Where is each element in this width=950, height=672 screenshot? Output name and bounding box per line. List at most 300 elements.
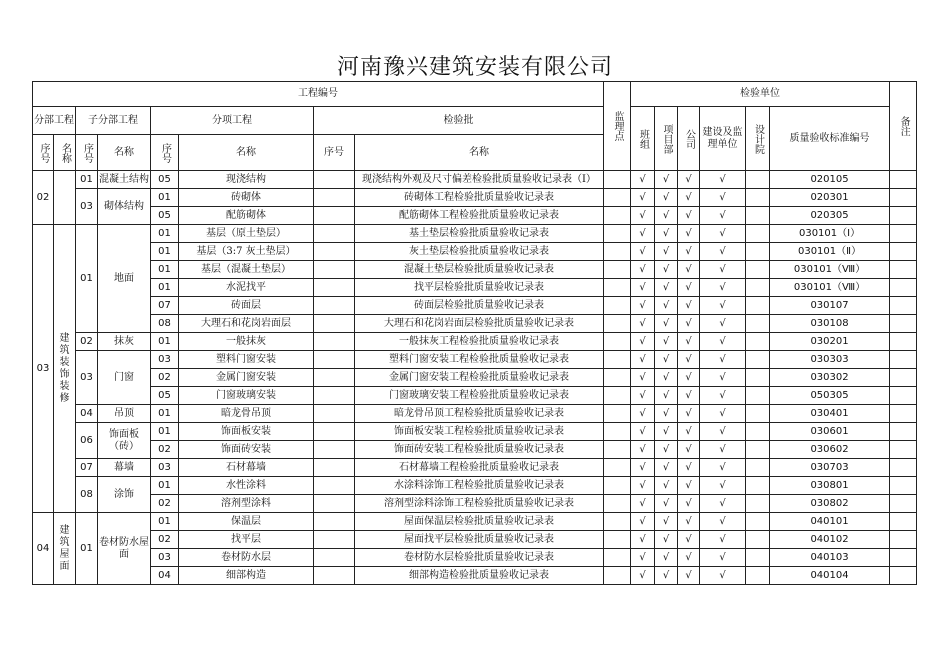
- supervision-point: [604, 441, 631, 459]
- subdivision-name: 地面: [98, 225, 151, 333]
- supervision-point: [604, 459, 631, 477]
- item-name: 找平层: [179, 531, 314, 549]
- check-team: √: [631, 441, 655, 459]
- item-name: 配筋砌体: [179, 207, 314, 225]
- item-seq: 02: [151, 531, 179, 549]
- batch-seq: [314, 189, 355, 207]
- design-institute-cell: [746, 387, 770, 405]
- standard-code: 030101（Ⅷ）: [770, 261, 890, 279]
- item-name: 水泥找平: [179, 279, 314, 297]
- division-name: 建筑装饰装修: [54, 225, 76, 513]
- batch-name: 灰土垫层检验批质量验收记录表: [355, 243, 604, 261]
- item-seq: 02: [151, 441, 179, 459]
- item-seq: 01: [151, 243, 179, 261]
- header-batch-seq: 序号: [314, 135, 355, 171]
- item-name: 溶剂型涂料: [179, 495, 314, 513]
- table-row: [33, 171, 917, 189]
- check-project-dept: √: [655, 189, 678, 207]
- check-owner-supervisor: √: [700, 477, 746, 495]
- table-row: [33, 387, 917, 405]
- batch-name: 石材幕墙工程检验批质量验收记录表: [355, 459, 604, 477]
- design-institute-cell: [746, 207, 770, 225]
- subdivision-name: 门窗: [98, 351, 151, 405]
- check-company: √: [678, 171, 700, 189]
- supervision-point: [604, 351, 631, 369]
- batch-seq: [314, 549, 355, 567]
- item-name: 门窗玻璃安装: [179, 387, 314, 405]
- item-seq: 01: [151, 513, 179, 531]
- batch-name: 塑料门窗安装工程检验批质量验收记录表: [355, 351, 604, 369]
- check-team: √: [631, 423, 655, 441]
- table-body: [33, 171, 917, 585]
- table-header: [33, 82, 917, 171]
- check-company: √: [678, 261, 700, 279]
- item-name: 暗龙骨吊顶: [179, 405, 314, 423]
- subdivision-name: 砌体结构: [98, 189, 151, 225]
- check-owner-supervisor: √: [700, 297, 746, 315]
- check-company: √: [678, 405, 700, 423]
- table-row: [33, 567, 917, 585]
- table-row: [33, 207, 917, 225]
- check-owner-supervisor: √: [700, 549, 746, 567]
- remarks-cell: [890, 549, 917, 567]
- remarks-cell: [890, 459, 917, 477]
- check-project-dept: √: [655, 297, 678, 315]
- check-team: √: [631, 531, 655, 549]
- item-name: 保温层: [179, 513, 314, 531]
- supervision-point: [604, 279, 631, 297]
- item-seq: 01: [151, 423, 179, 441]
- subdivision-seq: 04: [76, 405, 98, 423]
- supervision-point: [604, 531, 631, 549]
- batch-name: 饰面板安装工程检验批质量验收记录表: [355, 423, 604, 441]
- check-owner-supervisor: √: [700, 243, 746, 261]
- standard-code: 030201: [770, 333, 890, 351]
- check-project-dept: √: [655, 441, 678, 459]
- division-seq: 02: [33, 171, 54, 225]
- standard-code: 030302: [770, 369, 890, 387]
- table-row: [33, 549, 917, 567]
- item-name: 石材幕墙: [179, 459, 314, 477]
- check-company: √: [678, 351, 700, 369]
- check-project-dept: √: [655, 333, 678, 351]
- subdivision-name: 饰面板（砖）: [98, 423, 151, 459]
- check-company: √: [678, 495, 700, 513]
- design-institute-cell: [746, 423, 770, 441]
- check-owner-supervisor: √: [700, 531, 746, 549]
- design-institute-cell: [746, 495, 770, 513]
- table-row: [33, 225, 917, 243]
- design-institute-cell: [746, 405, 770, 423]
- batch-seq: [314, 279, 355, 297]
- item-seq: 02: [151, 495, 179, 513]
- batch-seq: [314, 207, 355, 225]
- standard-code: 040101: [770, 513, 890, 531]
- batch-name: 卷材防水层检验批质量验收记录表: [355, 549, 604, 567]
- supervision-point: [604, 261, 631, 279]
- table-row: [33, 495, 917, 513]
- table-row: [33, 477, 917, 495]
- batch-name: 砖面层检验批质量验收记录表: [355, 297, 604, 315]
- batch-seq: [314, 351, 355, 369]
- batch-seq: [314, 387, 355, 405]
- check-project-dept: √: [655, 225, 678, 243]
- item-seq: 02: [151, 369, 179, 387]
- check-project-dept: √: [655, 243, 678, 261]
- check-project-dept: √: [655, 315, 678, 333]
- remarks-cell: [890, 513, 917, 531]
- check-team: √: [631, 333, 655, 351]
- standard-code: 030602: [770, 441, 890, 459]
- batch-seq: [314, 477, 355, 495]
- header-standard-no: 质量验收标准编号: [770, 107, 890, 171]
- check-team: √: [631, 477, 655, 495]
- check-project-dept: √: [655, 567, 678, 585]
- item-seq: 05: [151, 171, 179, 189]
- check-owner-supervisor: √: [700, 225, 746, 243]
- check-owner-supervisor: √: [700, 351, 746, 369]
- check-team: √: [631, 297, 655, 315]
- remarks-cell: [890, 297, 917, 315]
- subdivision-name: 卷材防水屋面: [98, 513, 151, 585]
- check-owner-supervisor: √: [700, 333, 746, 351]
- subdivision-name: 抹灰: [98, 333, 151, 351]
- item-seq: 01: [151, 261, 179, 279]
- check-owner-supervisor: √: [700, 441, 746, 459]
- subdivision-seq: 02: [76, 333, 98, 351]
- standard-code: 030108: [770, 315, 890, 333]
- table-row: [33, 351, 917, 369]
- item-name: 大理石和花岗岩面层: [179, 315, 314, 333]
- division-name: [54, 171, 76, 225]
- standard-code: 020305: [770, 207, 890, 225]
- remarks-cell: [890, 315, 917, 333]
- item-seq: 03: [151, 459, 179, 477]
- check-company: √: [678, 189, 700, 207]
- item-seq: 08: [151, 315, 179, 333]
- item-name: 砖面层: [179, 297, 314, 315]
- check-team: √: [631, 225, 655, 243]
- batch-seq: [314, 333, 355, 351]
- table-row: [33, 459, 917, 477]
- check-team: √: [631, 189, 655, 207]
- supervision-point: [604, 405, 631, 423]
- supervision-point: [604, 297, 631, 315]
- check-company: √: [678, 477, 700, 495]
- supervision-point: [604, 171, 631, 189]
- batch-name: 基土垫层检验批质量验收记录表: [355, 225, 604, 243]
- batch-name: 饰面砖安装工程检验批质量验收记录表: [355, 441, 604, 459]
- batch-seq: [314, 405, 355, 423]
- check-project-dept: √: [655, 405, 678, 423]
- check-team: √: [631, 513, 655, 531]
- remarks-cell: [890, 369, 917, 387]
- standard-code: 030101（Ⅱ）: [770, 243, 890, 261]
- item-seq: 05: [151, 207, 179, 225]
- batch-name: 溶剂型涂料涂饰工程检验批质量验收记录表: [355, 495, 604, 513]
- design-institute-cell: [746, 441, 770, 459]
- item-name: 基层（混凝土垫层）: [179, 261, 314, 279]
- design-institute-cell: [746, 261, 770, 279]
- check-team: √: [631, 315, 655, 333]
- check-project-dept: √: [655, 369, 678, 387]
- batch-name: 现浇结构外观及尺寸偏差检验批质量验收记录表（Ⅰ）: [355, 171, 604, 189]
- batch-name: 配筋砌体工程检验批质量验收记录表: [355, 207, 604, 225]
- check-owner-supervisor: √: [700, 423, 746, 441]
- design-institute-cell: [746, 171, 770, 189]
- item-name: 塑料门窗安装: [179, 351, 314, 369]
- batch-seq: [314, 243, 355, 261]
- check-company: √: [678, 369, 700, 387]
- table-row: [33, 369, 917, 387]
- supervision-point: [604, 495, 631, 513]
- check-company: √: [678, 567, 700, 585]
- check-team: √: [631, 387, 655, 405]
- design-institute-cell: [746, 243, 770, 261]
- design-institute-cell: [746, 189, 770, 207]
- table-row: [33, 279, 917, 297]
- supervision-point: [604, 549, 631, 567]
- subdivision-seq: 06: [76, 423, 98, 459]
- batch-name: 屋面保温层检验批质量验收记录表: [355, 513, 604, 531]
- check-project-dept: √: [655, 351, 678, 369]
- batch-seq: [314, 441, 355, 459]
- header-division: 分部工程: [33, 107, 76, 135]
- design-institute-cell: [746, 351, 770, 369]
- check-owner-supervisor: √: [700, 279, 746, 297]
- supervision-point: [604, 189, 631, 207]
- check-company: √: [678, 225, 700, 243]
- check-team: √: [631, 279, 655, 297]
- standard-code: 030101（Ⅰ）: [770, 225, 890, 243]
- item-name: 卷材防水层: [179, 549, 314, 567]
- header-division-name: 名称: [54, 135, 76, 171]
- check-project-dept: √: [655, 459, 678, 477]
- check-company: √: [678, 549, 700, 567]
- check-team: √: [631, 243, 655, 261]
- batch-name: 门窗玻璃安装工程检验批质量验收记录表: [355, 387, 604, 405]
- remarks-cell: [890, 567, 917, 585]
- batch-seq: [314, 369, 355, 387]
- design-institute-cell: [746, 225, 770, 243]
- remarks-cell: [890, 333, 917, 351]
- batch-seq: [314, 495, 355, 513]
- subdivision-name: 吊顶: [98, 405, 151, 423]
- item-seq: 01: [151, 333, 179, 351]
- check-owner-supervisor: √: [700, 495, 746, 513]
- supervision-point: [604, 315, 631, 333]
- item-seq: 01: [151, 189, 179, 207]
- division-seq: 03: [33, 225, 54, 513]
- check-owner-supervisor: √: [700, 171, 746, 189]
- design-institute-cell: [746, 333, 770, 351]
- design-institute-cell: [746, 279, 770, 297]
- supervision-point: [604, 567, 631, 585]
- item-seq: 07: [151, 297, 179, 315]
- check-project-dept: √: [655, 423, 678, 441]
- subdivision-seq: 07: [76, 459, 98, 477]
- table-row: [33, 189, 917, 207]
- batch-seq: [314, 423, 355, 441]
- batch-seq: [314, 459, 355, 477]
- batch-name: 一般抹灰工程检验批质量验收记录表: [355, 333, 604, 351]
- check-team: √: [631, 459, 655, 477]
- supervision-point: [604, 207, 631, 225]
- design-institute-cell: [746, 531, 770, 549]
- batch-name: 砖砌体工程检验批质量验收记录表: [355, 189, 604, 207]
- subdivision-name: 幕墙: [98, 459, 151, 477]
- remarks-cell: [890, 477, 917, 495]
- batch-name: 细部构造检验批质量验收记录表: [355, 567, 604, 585]
- check-project-dept: √: [655, 279, 678, 297]
- check-company: √: [678, 531, 700, 549]
- item-name: 现浇结构: [179, 171, 314, 189]
- batch-name: 找平层检验批质量验收记录表: [355, 279, 604, 297]
- item-seq: 03: [151, 549, 179, 567]
- batch-name: 混凝土垫层检验批质量验收记录表: [355, 261, 604, 279]
- subdivision-seq: 08: [76, 477, 98, 513]
- supervision-point: [604, 387, 631, 405]
- check-team: √: [631, 171, 655, 189]
- item-name: 砖砌体: [179, 189, 314, 207]
- check-owner-supervisor: √: [700, 459, 746, 477]
- check-company: √: [678, 423, 700, 441]
- batch-seq: [314, 531, 355, 549]
- batch-seq: [314, 261, 355, 279]
- table-row: [33, 441, 917, 459]
- supervision-point: [604, 513, 631, 531]
- design-institute-cell: [746, 297, 770, 315]
- subdivision-name: 涂饰: [98, 477, 151, 513]
- check-company: √: [678, 279, 700, 297]
- item-seq: 01: [151, 477, 179, 495]
- standard-code: 030107: [770, 297, 890, 315]
- standard-code: 030601: [770, 423, 890, 441]
- check-project-dept: √: [655, 171, 678, 189]
- supervision-point: [604, 477, 631, 495]
- subdivision-seq: 03: [76, 189, 98, 225]
- check-project-dept: √: [655, 477, 678, 495]
- item-name: 饰面板安装: [179, 423, 314, 441]
- item-seq: 04: [151, 567, 179, 585]
- header-batch-name: 名称: [355, 135, 604, 171]
- check-team: √: [631, 567, 655, 585]
- check-team: √: [631, 261, 655, 279]
- table-row: [33, 423, 917, 441]
- check-owner-supervisor: √: [700, 261, 746, 279]
- standard-code: 040104: [770, 567, 890, 585]
- batch-seq: [314, 225, 355, 243]
- item-seq: 05: [151, 387, 179, 405]
- design-institute-cell: [746, 315, 770, 333]
- supervision-point: [604, 423, 631, 441]
- item-name: 饰面砖安装: [179, 441, 314, 459]
- batch-name: 暗龙骨吊顶工程检验批质量验收记录表: [355, 405, 604, 423]
- subdivision-seq: 01: [76, 225, 98, 333]
- check-team: √: [631, 405, 655, 423]
- batch-seq: [314, 315, 355, 333]
- standard-code: 030802: [770, 495, 890, 513]
- header-project-code: 工程编号: [33, 82, 604, 107]
- check-company: √: [678, 333, 700, 351]
- header-sub-name: 名称: [98, 135, 151, 171]
- check-project-dept: √: [655, 549, 678, 567]
- check-team: √: [631, 207, 655, 225]
- header-team: 班组: [631, 107, 655, 171]
- check-owner-supervisor: √: [700, 207, 746, 225]
- standard-code: 020105: [770, 171, 890, 189]
- supervision-point: [604, 369, 631, 387]
- header-design-institute: 设计院: [746, 107, 770, 171]
- inspection-table: [32, 81, 917, 585]
- check-project-dept: √: [655, 495, 678, 513]
- remarks-cell: [890, 261, 917, 279]
- table-row: [33, 513, 917, 531]
- remarks-cell: [890, 189, 917, 207]
- standard-code: 030303: [770, 351, 890, 369]
- check-project-dept: √: [655, 261, 678, 279]
- check-team: √: [631, 369, 655, 387]
- table-row: [33, 333, 917, 351]
- check-owner-supervisor: √: [700, 567, 746, 585]
- subdivision-seq: 03: [76, 351, 98, 405]
- item-name: 基层（原土垫层）: [179, 225, 314, 243]
- header-item-seq: 序号: [151, 135, 179, 171]
- check-company: √: [678, 387, 700, 405]
- check-company: √: [678, 297, 700, 315]
- item-seq: 01: [151, 405, 179, 423]
- remarks-cell: [890, 279, 917, 297]
- item-seq: 03: [151, 351, 179, 369]
- remarks-cell: [890, 243, 917, 261]
- header-project-dept: 项目部: [655, 107, 678, 171]
- check-owner-supervisor: √: [700, 369, 746, 387]
- check-company: √: [678, 315, 700, 333]
- standard-code: 030703: [770, 459, 890, 477]
- design-institute-cell: [746, 513, 770, 531]
- standard-code: 050305: [770, 387, 890, 405]
- batch-seq: [314, 567, 355, 585]
- design-institute-cell: [746, 477, 770, 495]
- check-team: √: [631, 351, 655, 369]
- check-company: √: [678, 459, 700, 477]
- subdivision-name: 混凝土结构: [98, 171, 151, 189]
- supervision-point: [604, 243, 631, 261]
- table-row: [33, 405, 917, 423]
- remarks-cell: [890, 423, 917, 441]
- division-seq: 04: [33, 513, 54, 585]
- item-name: 金属门窗安装: [179, 369, 314, 387]
- batch-name: 金属门窗安装工程检验批质量验收记录表: [355, 369, 604, 387]
- supervision-point: [604, 333, 631, 351]
- check-owner-supervisor: √: [700, 189, 746, 207]
- remarks-cell: [890, 405, 917, 423]
- remarks-cell: [890, 531, 917, 549]
- division-name: 建筑屋面: [54, 513, 76, 585]
- item-name: 基层（3:7 灰土垫层）: [179, 243, 314, 261]
- header-inspection-unit: 检验单位: [631, 82, 890, 107]
- design-institute-cell: [746, 369, 770, 387]
- check-project-dept: √: [655, 513, 678, 531]
- table-row: [33, 261, 917, 279]
- standard-code: 040103: [770, 549, 890, 567]
- subdivision-seq: 01: [76, 171, 98, 189]
- table-row: [33, 243, 917, 261]
- item-seq: 01: [151, 225, 179, 243]
- standard-code: 030801: [770, 477, 890, 495]
- header-owner-supervisor: 建设及监理单位: [700, 107, 746, 171]
- subdivision-seq: 01: [76, 513, 98, 585]
